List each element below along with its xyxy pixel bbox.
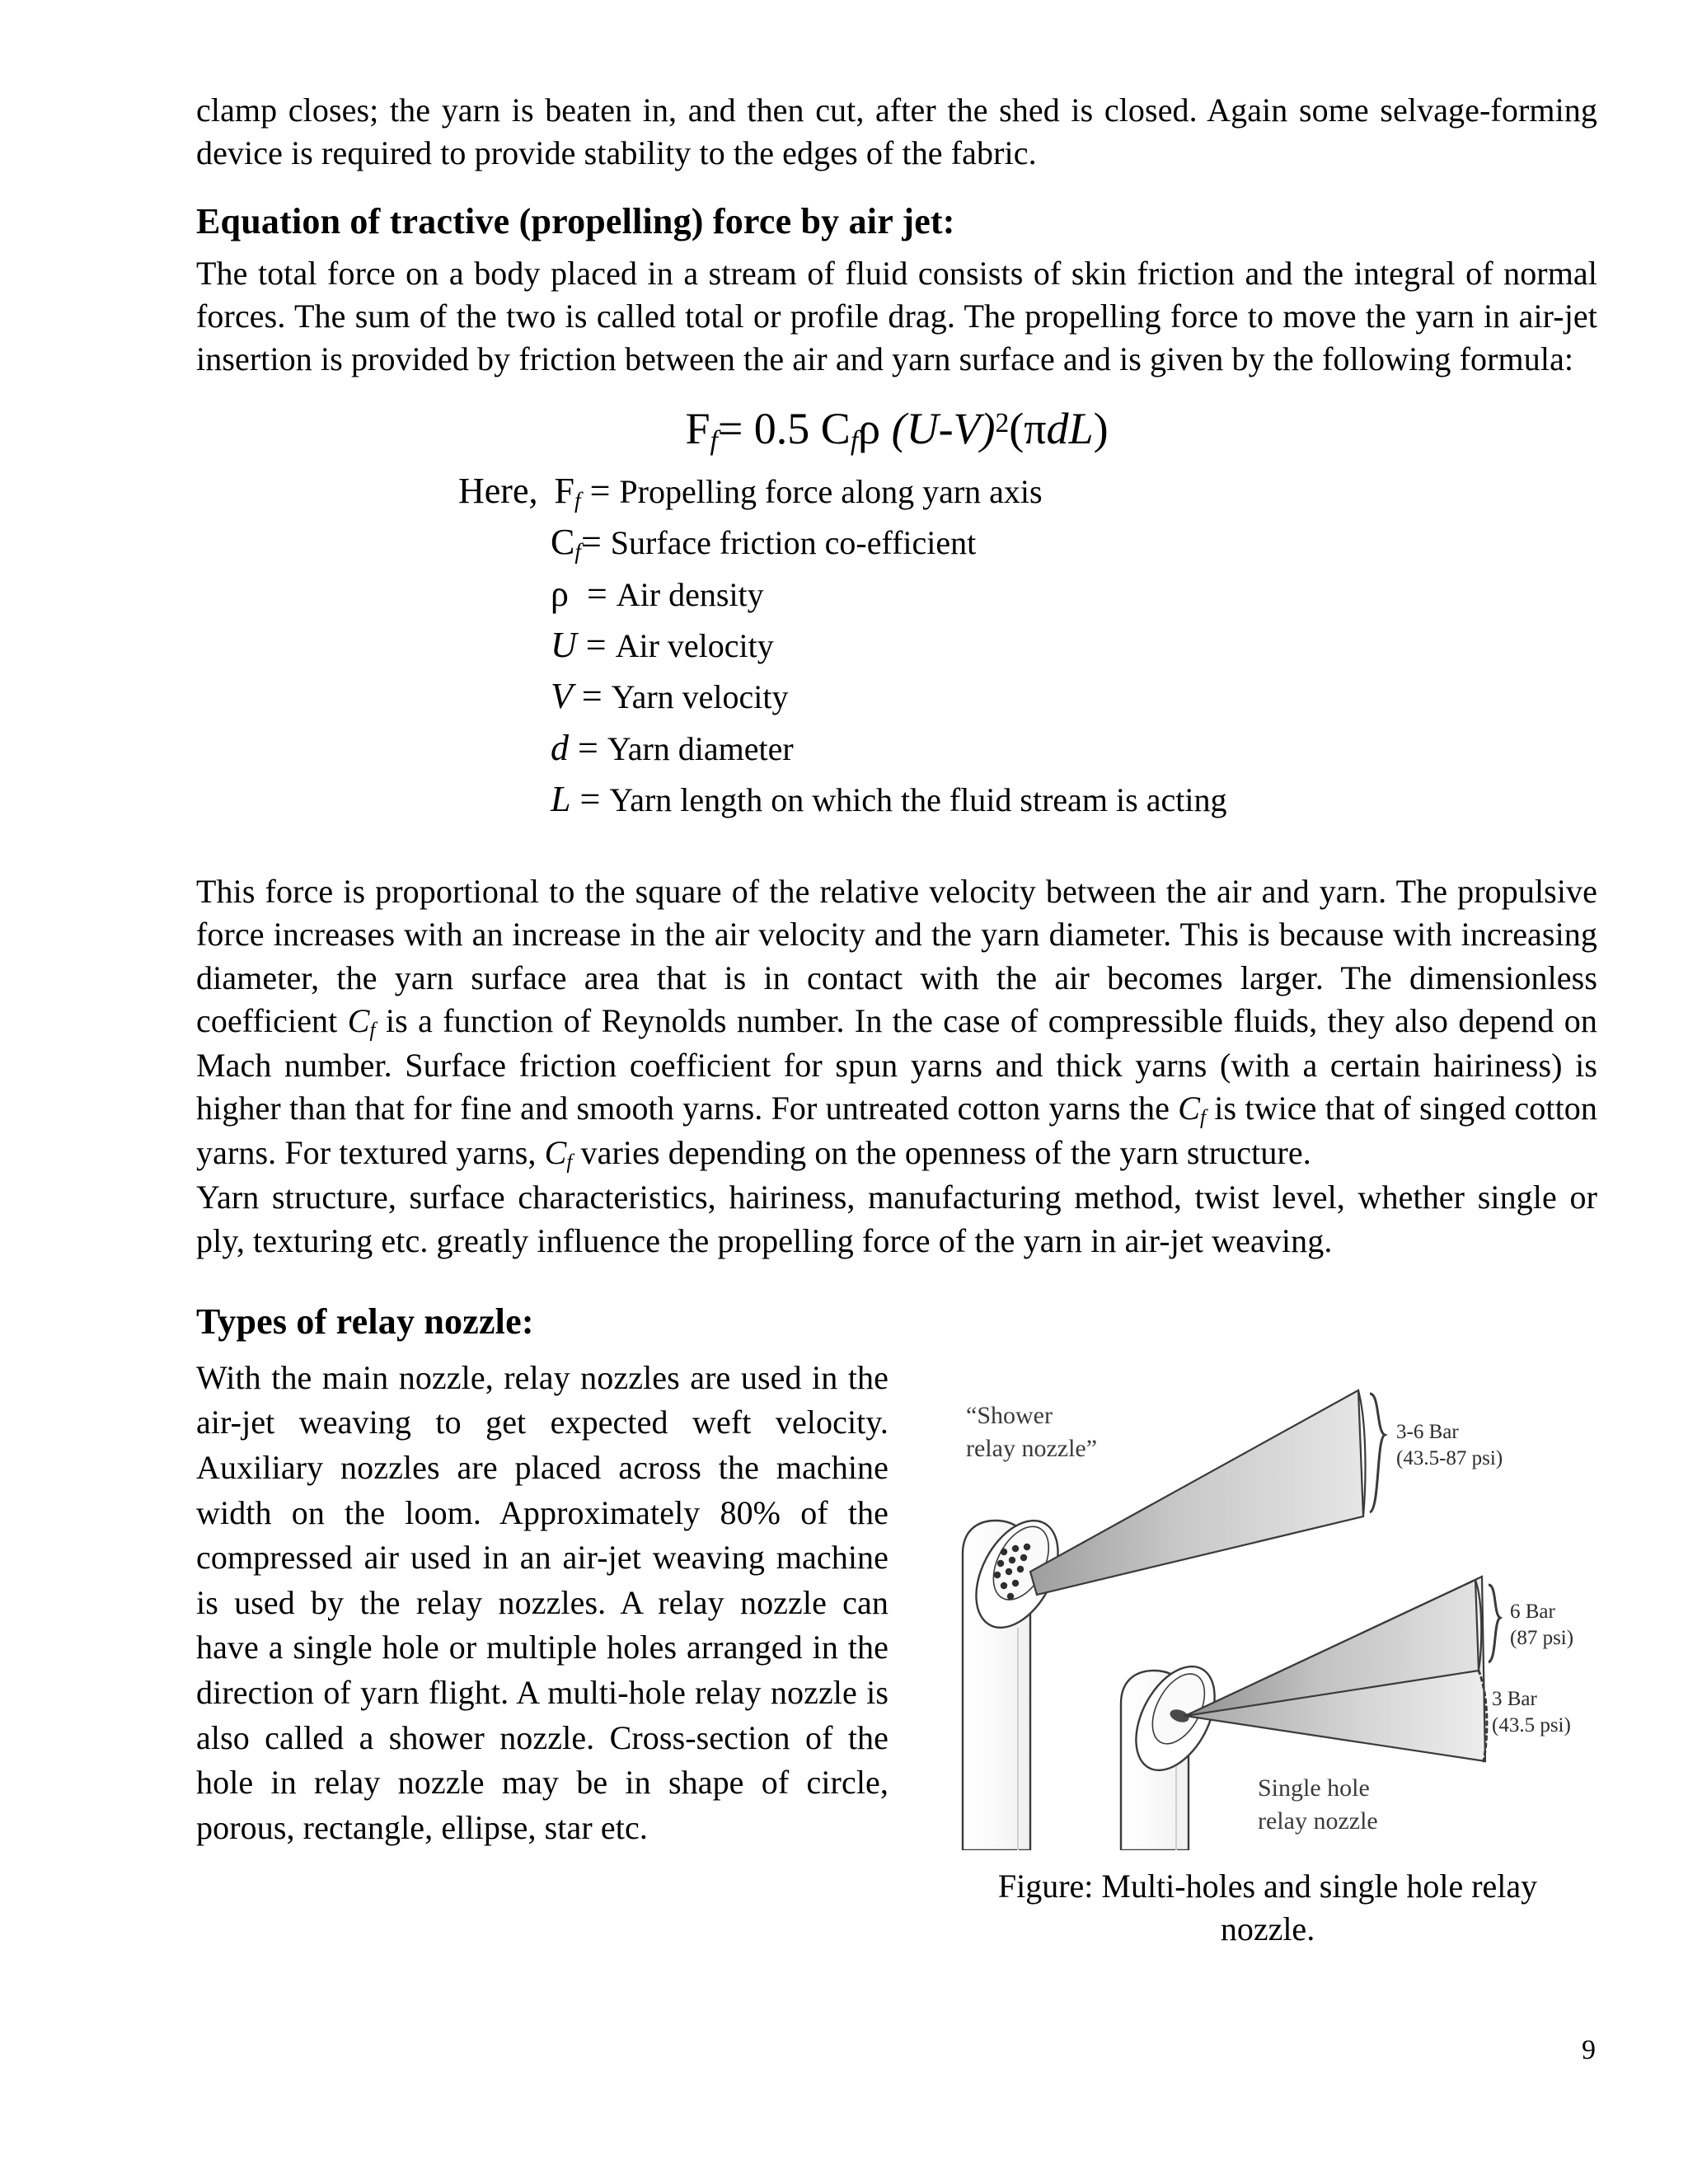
formula-equals-half: = 0.5 <box>717 403 821 453</box>
variable-equals: = <box>585 625 607 666</box>
variable-description: Yarn velocity <box>611 678 789 716</box>
variable-description: Propelling force along yarn axis <box>619 472 1043 510</box>
pressure-label-mid-line2: (87 psi) <box>1510 1626 1574 1649</box>
pressure-label-top-line1: 3-6 Bar <box>1396 1420 1459 1443</box>
formula-open-paren: ( <box>880 403 907 453</box>
discussion-text-d: varies depending on the openness of the yarn structure. <box>572 1134 1311 1172</box>
shower-label-line2: relay nozzle” <box>966 1434 1098 1462</box>
variable-symbol: L <box>551 779 571 820</box>
variable-equals: = <box>586 573 607 614</box>
relay-nozzle-figure <box>938 1356 1597 1850</box>
inline-symbol-Cf-subscript: f <box>566 1151 573 1174</box>
variable-symbol: ρ <box>551 573 569 614</box>
variable-equals: = <box>580 522 602 563</box>
main-formula <box>196 382 1597 466</box>
variable-symbol: U <box>551 625 577 666</box>
shower-jet-cone <box>1030 1390 1365 1595</box>
spacer <box>196 244 1597 252</box>
variable-symbol: V <box>551 676 573 717</box>
variable-equals: = <box>579 779 601 820</box>
inline-symbol-Cf: C <box>347 1002 370 1040</box>
formula-exponent: 2 <box>995 407 1010 438</box>
formula-V: V <box>953 403 981 453</box>
page-content <box>196 89 1597 1947</box>
spacer <box>196 1344 1597 1356</box>
variable-row <box>458 466 1597 517</box>
formula-F-subscript: f <box>710 425 718 457</box>
variable-symbol: F <box>554 470 574 511</box>
variable-equals: = <box>581 676 603 717</box>
relay-text-column <box>196 1356 889 1851</box>
inline-symbol-Cf: C <box>1178 1090 1201 1127</box>
formula-C: C <box>820 403 851 453</box>
variable-description: Yarn length on which the fluid stream is acting <box>609 781 1227 819</box>
two-column-section <box>196 1356 1597 1947</box>
spacer <box>196 1263 1597 1301</box>
formula-d: d <box>1046 403 1069 453</box>
shower-label-line1: “Shower <box>966 1401 1053 1429</box>
variable-row <box>551 723 1597 774</box>
formula-pi: π <box>1024 403 1047 453</box>
inline-symbol-Cf-subscript: f <box>1200 1106 1207 1129</box>
variable-subscript: f <box>574 539 581 565</box>
figure-caption: Figure: Multi-holes and single hole relay nozzle. <box>997 1867 1538 1947</box>
variable-definitions-list <box>196 466 1597 826</box>
formula-minus: - <box>938 403 954 453</box>
equation-section-heading: Equation of tractive (propelling) force by air jet: <box>196 200 955 241</box>
relay-body-paragraph: With the main nozzle, relay nozzles are used in the air-jet weaving to get expected weft velocity. Auxiliary nozzles are placed across the machine width on the loom. Approximately 80% of the compressed air used in an air-jet weaving machine is used by the relay nozzles. A relay nozzle can have a single hole or multiple holes arranged in the direction of yarn flight. A multi-hole relay nozzle is also called a shower nozzle. Cross-section of the hole in relay nozzle may be in shape of circle, porous, rectangle, ellipse, star etc. <box>196 1358 889 1846</box>
formula-C-subscript: f <box>850 425 859 457</box>
formula-F: F <box>685 403 710 453</box>
variable-row <box>551 569 1597 620</box>
variable-description: Yarn diameter <box>607 729 794 767</box>
pressure-label-mid-line1: 6 Bar <box>1510 1600 1555 1623</box>
formula-L: L <box>1068 403 1094 453</box>
variable-symbol: C <box>551 522 575 563</box>
variable-equals: = <box>589 470 611 511</box>
pressure-label-low-line2: (43.5 psi) <box>1492 1713 1571 1736</box>
formula-open-paren-2: ( <box>1009 403 1025 453</box>
variable-equals: = <box>578 727 598 768</box>
here-label: Here, <box>458 470 538 511</box>
equation-block <box>196 382 1597 826</box>
formula-close-paren-2: ) <box>1093 403 1109 453</box>
pressure-label-low-line1: 3 Bar <box>1492 1687 1537 1710</box>
discussion-paragraph-1 <box>196 870 1597 1176</box>
discussion-paragraph-2: Yarn structure, surface characteristics, hairiness, manufacturing method, twist level, whether single or ply, texturing etc. greatly influence the propelling force of the yarn in air-jet weaving. <box>196 1179 1597 1259</box>
figure-column <box>938 1356 1597 1951</box>
formula-rho: ρ <box>858 403 881 453</box>
relay-nozzle-diagram-svg <box>938 1356 1597 1850</box>
formula-U: U <box>906 403 939 453</box>
discussion-text-c: is twice that of singed cotton yarns. For textured yarns, <box>196 1090 1597 1172</box>
variable-symbol: d <box>551 727 569 768</box>
single-hole-label-line2: relay nozzle <box>1258 1807 1378 1835</box>
page-number: 9 <box>1582 2035 1596 2065</box>
top-paragraph: clamp closes; the yarn is beaten in, and then cut, after the shed is closed. Again some selvage-forming device is required to provide stability to the edges of the fabric. <box>196 91 1597 172</box>
discussion-text-a: This force is proportional to the square of the relative velocity between the air and yarn. The propulsive force increases with an increase in the air velocity and the yarn diameter. This is because with increasing diameter, the yarn surface area that is in contact with the air becomes larger. The dimensionless coefficient <box>196 872 1597 1040</box>
pressure-bracket-mid <box>1489 1585 1500 1662</box>
inline-symbol-Cf-subscript: f <box>369 1019 376 1042</box>
formula-close-paren: ) <box>980 403 996 453</box>
variable-row <box>551 774 1597 825</box>
equation-intro-paragraph: The total force on a body placed in a stream of fluid consists of skin friction and the integral of normal forces. The sum of the two is called total or profile drag. The propelling force to move the yarn in air-jet insertion is provided by friction between the air and yarn surface and is given by the following formula: <box>196 254 1597 378</box>
variable-row <box>551 620 1597 671</box>
pressure-bracket-top <box>1370 1394 1385 1512</box>
variable-description: Air density <box>616 575 764 613</box>
relay-section-heading: Types of relay nozzle: <box>196 1301 534 1342</box>
spacer <box>196 826 1597 870</box>
variable-description: Surface friction co-efficient <box>610 524 977 562</box>
pressure-label-top-line2: (43.5-87 psi) <box>1396 1446 1503 1469</box>
variable-row <box>551 517 1597 568</box>
inline-symbol-Cf: C <box>544 1134 567 1172</box>
variable-row <box>551 671 1597 722</box>
discussion-text-b: is a function of Reynolds number. In the case of compressible fluids, they also depend on Mach number. Surface friction coefficient for spun yarns and thick yarns (with a certain hairiness) is higher than that for fine and smooth yarns. For untreated cotton yarns the <box>196 1002 1597 1127</box>
spacer <box>196 176 1597 200</box>
single-hole-label-line1: Single hole <box>1258 1774 1370 1802</box>
variable-description: Air velocity <box>615 627 774 665</box>
variable-subscript: f <box>574 487 581 513</box>
single-hole-jet-cones <box>1185 1577 1487 1761</box>
single-hole-nozzle-body <box>1120 1653 1231 1850</box>
